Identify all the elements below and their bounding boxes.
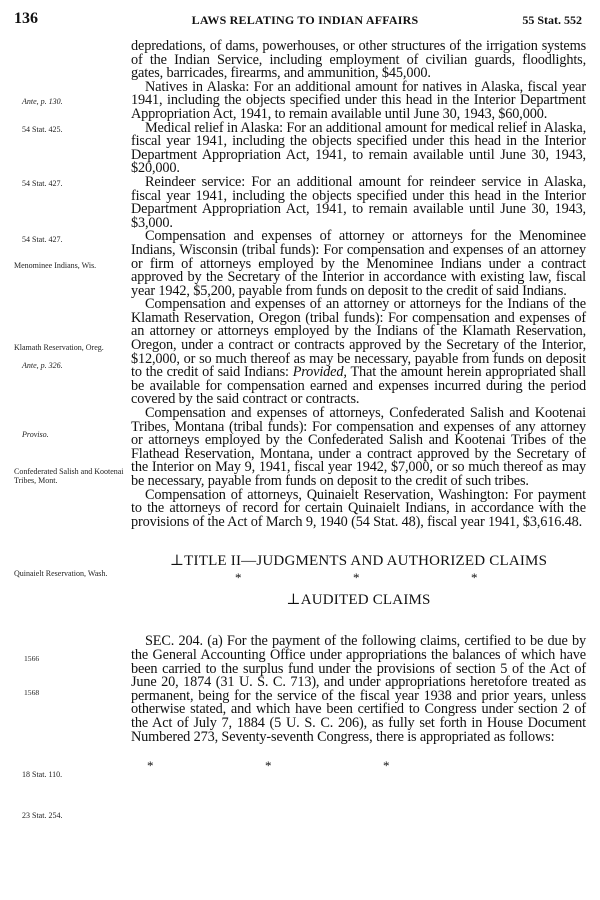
star: * xyxy=(265,758,272,774)
klamath-text-a: Compensation and expenses of an attorney or attorneys for the Indians of the Klamath Reservation, Oregon (tribal funds): For compensation and expenses of an attorney or attorneys employed by the Indians of the Klamath Reservation, Oregon, under a contract or contracts approved by the Secretary of the Interior, $12,000, or so much thereof as may be necessary, payable from funds on deposit to the credit of said Indians: xyxy=(131,296,586,381)
klamath-text-b: That the amount herein appropriated shall be available for compensation earned and expenses incurred during the period covered by the said contract or contracts. xyxy=(131,364,586,408)
margin-note-18-stat-110: 18 Stat. 110. xyxy=(22,770,63,779)
paragraph-quinaielt: Compensation of attorneys, Quinaielt Reservation, Washington: For payment to the attorneys of record for certain Quinaielt Indians, in accordance with the provisions of the Act of March 9, 1940 (54 Stat. 48), fiscal year 1941, $3,616.48. xyxy=(131,486,586,530)
paragraph-reindeer-service: Reindeer service: For an additional amount for reindeer service in Alaska, fiscal year 1941, including the objects specified under this head in the Interior Department Appropriation Act, 1941, to remain available until June 30, 1943, $3,000. xyxy=(131,173,586,231)
margin-note-ante-130: Ante, p. 130. xyxy=(22,97,63,106)
proviso-italic: Provided, xyxy=(292,364,347,381)
star: * xyxy=(383,758,390,774)
margin-note-proviso: Proviso. xyxy=(22,430,49,439)
margin-note-quinaielt: Quinaielt Reservation, Wash. xyxy=(14,569,108,578)
statute-reference: 55 Stat. 552 xyxy=(522,13,582,27)
stars-row xyxy=(131,570,586,584)
page-header xyxy=(0,10,600,30)
margin-note-1566: 1566 xyxy=(24,654,40,663)
margin-note-23-stat-254: 23 Stat. 254. xyxy=(22,811,63,820)
margin-note-54-stat-427: 54 Stat. 427. xyxy=(22,179,63,188)
stars-row-bottom xyxy=(131,758,586,772)
margin-note-klamath: Klamath Reservation, Oreg. xyxy=(14,343,104,352)
title-ii-heading: ⊥TITLE II—JUDGMENTS AND AUTHORIZED CLAIMS xyxy=(169,553,548,570)
margin-note-1568: 1568 xyxy=(24,688,40,697)
star: * xyxy=(353,570,360,586)
margin-note-ante-326: Ante, p. 326. xyxy=(22,361,63,370)
paragraph-salish-kootenai: Compensation and expenses of attorneys, Confederated Salish and Kootenai Tribes, Montana (tribal funds): For compensation and expenses of any attorney or attorneys employed by the Confederated Salish and Kootenai Tribes of the Flathead Reservation, Montana, under a contract approved by the Secretary of the Interior on May 9, 1941, fiscal year 1942, $7,000, or so much thereof as may be necessary, payable from funds on deposit to the credit of such tribes. xyxy=(131,405,586,489)
paragraph-natives-alaska: Natives in Alaska: For an additional amount for natives in Alaska, fiscal year 1941, including the objects specified under this head in the Interior Department Appropriation Act, 1941, to remain available until June 30, 1943, $60,000. xyxy=(131,78,586,122)
paragraph-depredations: depredations, of dams, powerhouses, or other structures of the irrigation systems of the Indian Service, including employment of civilian guards, floodlights, gates, barricades, firearms, and ammunition, $45,000. xyxy=(131,38,586,82)
star: * xyxy=(471,570,478,586)
running-title: LAWS RELATING TO INDIAN AFFAIRS xyxy=(191,13,419,27)
paragraph-sec-204: SEC. 204. (a) For the payment of the following claims, certified to be due by the General Accounting Office under appropriations the balances of which have been carried to the surplus fund under the provisions of section 5 of the Act of June 20, 1874 (31 U. S. C. 713), and under appropriations heretofore treated as permanent, being for the service of the fiscal year 1938 and prior years, unless otherwise stated, and which have been certified to Congress under section 2 of the Act of July 7, 1884 (5 U. S. C. 206), as fully set forth in House Document Numbered 273, Seventy-seventh Congress, there is appropriated as follows: xyxy=(131,633,586,745)
paragraph-menominee: Compensation and expenses of attorney or attorneys for the Menominee Indians, Wisconsin (tribal funds): For compensation and expenses of an attorney or firm of attorneys employed by the Menominee Indians under a contract approved by the Secretary of the Interior in accordance with existing law, fiscal year 1942, $5,200, payable from funds on deposit to the credit of said Indians. xyxy=(131,228,586,299)
paragraph-medical-relief: Medical relief in Alaska: For an additional amount for medical relief in Alaska, fiscal year 1941, including the objects specified under this head in the Interior Department Appropriation Act, 1941, to remain available until June 30, 1943, $20,000. xyxy=(131,119,586,177)
margin-note-salish-kootenai: Confederated Salish and Kootenai Tribes, Mont. xyxy=(14,467,124,485)
paragraph-klamath xyxy=(131,298,586,407)
star: * xyxy=(235,570,242,586)
margin-note-54-stat-425: 54 Stat. 425. xyxy=(22,125,63,134)
main-text xyxy=(131,40,586,772)
margin-note-menominee: Menominee Indians, Wis. xyxy=(14,261,97,270)
star: * xyxy=(147,758,154,774)
margin-note-54-stat-427-second: 54 Stat. 427. xyxy=(22,235,63,244)
audited-claims-heading: ⊥AUDITED CLAIMS xyxy=(286,592,431,609)
page-number: 136 xyxy=(14,10,38,27)
